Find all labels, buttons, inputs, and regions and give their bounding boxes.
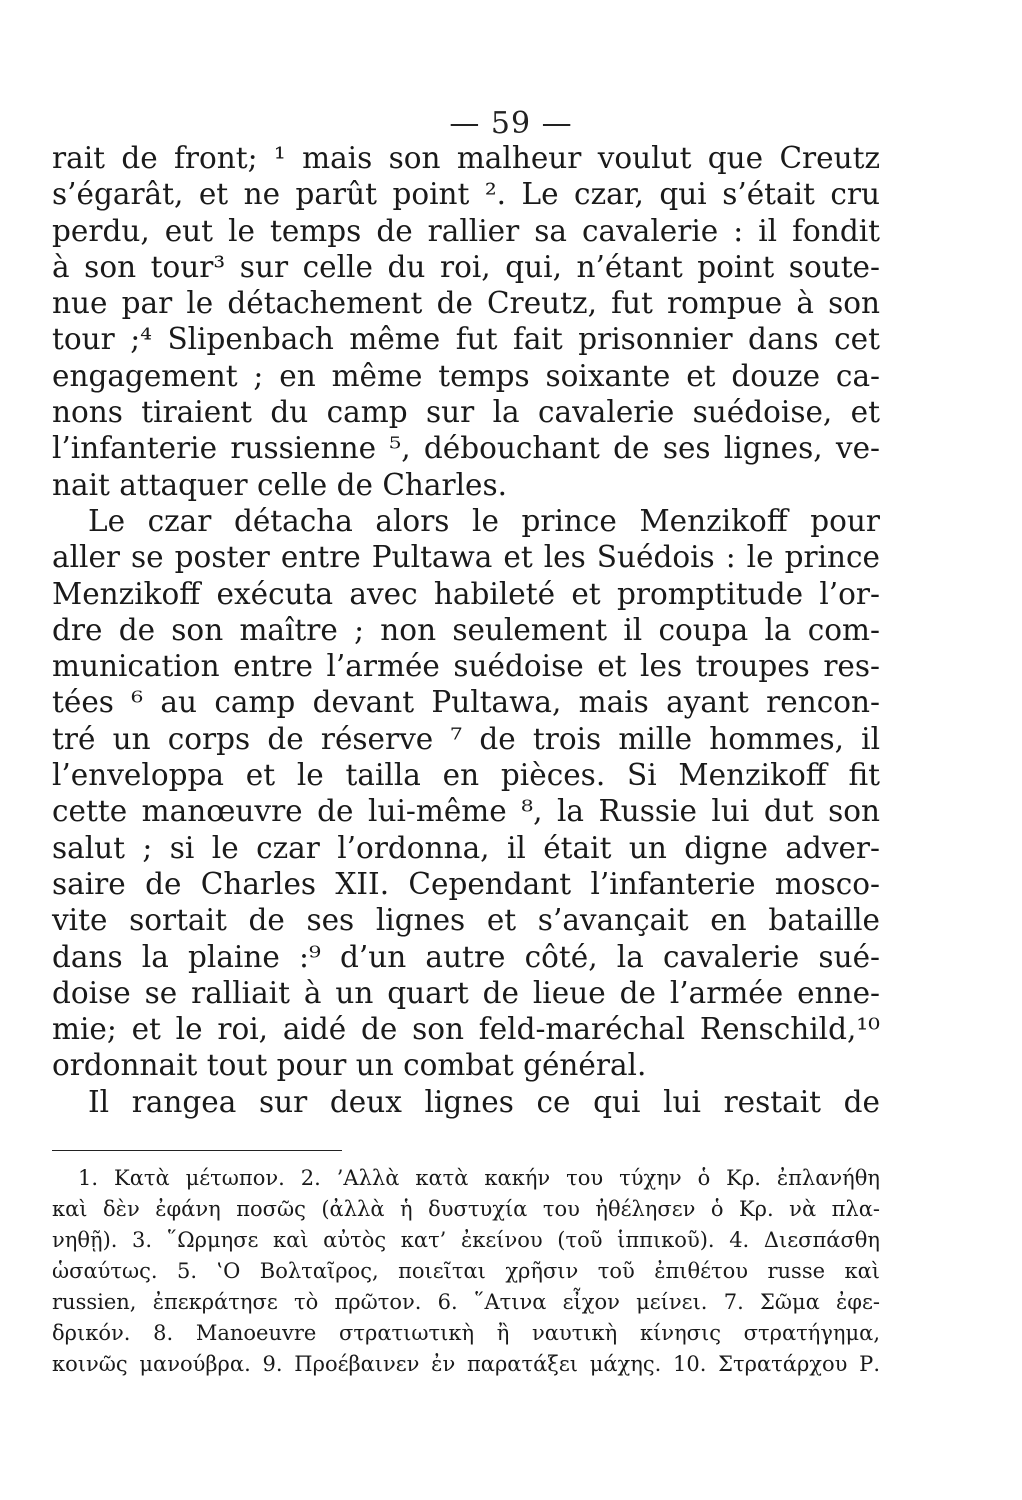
text-line: cette manœuvre de lui-même ⁸, la Russie lui dut son xyxy=(52,794,880,829)
text-line: engagement ; en même temps soixante et douze ca- xyxy=(52,358,880,393)
page-number: — 59 — xyxy=(449,106,573,141)
text-line: nait attaquer celle de Charles. xyxy=(52,467,508,502)
text-line: à son tour³ sur celle du roi, qui, n’étant point soute- xyxy=(52,249,880,284)
text-line: tour ;⁴ Slipenbach même fut fait prisonnier dans cet xyxy=(52,322,880,357)
text-line: salut ; si le czar l’ordonna, il était un digne adver- xyxy=(52,830,880,865)
footnote-line: κοινῶς μανούβρα. 9. Προέβαινεν ἐν παρατάξει μάχης. 10. Στρατάρχου Ρ. xyxy=(52,1352,880,1376)
text-line: s’égarât, et ne parût point ². Le czar, qui s’était cru xyxy=(52,177,880,212)
text-line: aller se poster entre Pultawa et les Suédois : le prince xyxy=(52,540,880,575)
text-line: ordonnait tout pour un combat général. xyxy=(52,1048,647,1083)
footnote-line: καὶ δὲν ἐφάνη ποσῶς (ἀλλὰ ἡ δυστυχία του ἠθέλησεν ὁ Κρ. νὰ πλα- xyxy=(52,1197,880,1221)
text-line: dans la plaine :⁹ d’un autre côté, la cavalerie sué- xyxy=(52,939,880,974)
paragraph-start-line: Il rangea sur deux lignes ce qui lui restait de xyxy=(88,1084,880,1119)
footnote-line: νηθῇ). 3. ῞Ωρμησε καὶ αὐτὸς κατ’ ἐκείνου (τοῦ ἱππικοῦ). 4. Διεσπάσθη xyxy=(52,1228,880,1252)
text-line: vite sortait de ses lignes et s’avançait en bataille xyxy=(52,903,880,938)
text-line: doise se ralliait à un quart de lieue de l’armée enne- xyxy=(52,975,880,1010)
footnote-line: 1. Κατὰ μέτωπον. 2. ’Αλλὰ κατὰ κακήν του τύχην ὁ Κρ. ἐπλανήθη xyxy=(78,1166,880,1190)
text-line: perdu, eut le temps de rallier sa cavalerie : il fondit xyxy=(52,213,880,248)
text-line: mie; et le roi, aidé de son feld-maréchal Renschild,¹⁰ xyxy=(52,1012,880,1047)
text-line: dre de son maître ; non seulement il coupa la com- xyxy=(52,612,880,647)
text-line: rait de front; ¹ mais son malheur voulut que Creutz xyxy=(52,141,880,175)
body-text xyxy=(52,140,880,1120)
text-line: tées ⁶ au camp devant Pultawa, mais ayant rencon- xyxy=(52,685,880,720)
footnote-line: δρικόν. 8. Manoeuvre στρατιωτικὴ ἢ ναυτικὴ κίνησις στρατήγημα, xyxy=(52,1321,880,1345)
footnote-line: russien, ἐπεκράτησε τὸ πρῶτον. 6. ῞Ατινα εἶχον μείνει. 7. Σῶμα ἐφε- xyxy=(52,1290,880,1314)
paragraph-start-line: Le czar détacha alors le prince Menzikoff pour xyxy=(88,503,880,538)
text-line: nons tiraient du camp sur la cavalerie suédoise, et xyxy=(52,395,880,430)
text-line: munication entre l’armée suédoise et les troupes res- xyxy=(52,649,880,684)
text-line: nue par le détachement de Creutz, fut rompue à son xyxy=(52,286,880,321)
footnotes xyxy=(52,1163,880,1380)
text-line: Menzikoff exécuta avec habileté et promptitude l’or- xyxy=(52,576,880,611)
text-line: saire de Charles XII. Cependant l’infanterie mosco- xyxy=(52,866,880,901)
text-line: l’infanterie russienne ⁵, débouchant de ses lignes, ve- xyxy=(52,431,880,466)
footnote-line: ὡσαύτως. 5. ‛Ο Βολταῖρος, ποιεῖται χρῆσιν τοῦ ἐπιθέτου russe καὶ xyxy=(52,1259,880,1283)
text-line: tré un corps de réserve ⁷ de trois mille hommes, il xyxy=(52,721,880,756)
footnote-divider xyxy=(52,1150,342,1151)
text-line: l’enveloppa et le tailla en pièces. Si Menzikoff fit xyxy=(52,758,880,793)
